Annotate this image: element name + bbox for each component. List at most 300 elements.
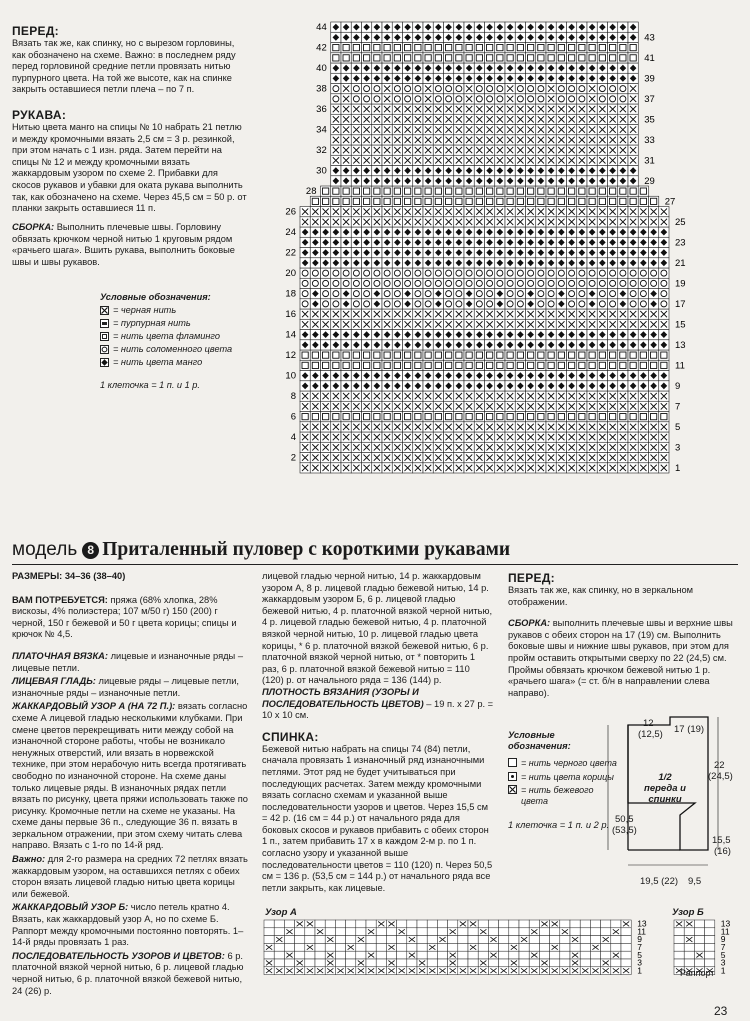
scheme-cell <box>468 959 478 967</box>
chart-cell <box>300 299 310 309</box>
chart-cell <box>444 360 454 370</box>
scheme-cell <box>705 943 715 951</box>
chart-cell <box>423 360 433 370</box>
chart-cell <box>403 186 413 196</box>
chart-cell <box>495 278 505 288</box>
scheme-cell <box>417 936 427 944</box>
chart-cell <box>474 278 484 288</box>
chart-cell <box>505 299 515 309</box>
chart-cell <box>638 196 648 206</box>
chart-cell <box>495 360 505 370</box>
scheme-cell <box>611 943 621 951</box>
chart-cell <box>392 350 402 360</box>
chart-cell <box>567 299 577 309</box>
straw-cell-icon <box>100 345 109 354</box>
scheme-cell <box>315 951 325 959</box>
chart-cell <box>567 84 577 94</box>
chart-cell <box>382 360 392 370</box>
scheme-row-label: 3 <box>637 957 642 968</box>
scheme-cell <box>315 943 325 951</box>
scheme-cell <box>397 936 407 944</box>
chart-cell <box>300 412 310 422</box>
chart-cell <box>587 43 597 53</box>
chart-cell <box>526 43 536 53</box>
scheme-cell <box>346 936 356 944</box>
chart-cell <box>618 186 628 196</box>
scheme-cell <box>366 959 376 967</box>
chart-cell <box>618 278 628 288</box>
scheme-cell <box>335 920 345 928</box>
scheme-cell <box>284 943 294 951</box>
chart-cell <box>331 350 341 360</box>
chart-cell <box>413 289 423 299</box>
chart-cell <box>577 53 587 63</box>
row-label: 28 <box>305 186 317 198</box>
scheme-cell <box>674 943 684 951</box>
chart-cell <box>526 268 536 278</box>
model-number-badge: 8 <box>82 542 99 559</box>
row-label: 6 <box>290 411 296 423</box>
chart-cell <box>628 360 638 370</box>
chart-cell <box>495 43 505 53</box>
scheme-cell <box>621 928 631 936</box>
dim-bottom-left: 19,5 (22) <box>640 876 679 887</box>
chart-cell <box>362 84 372 94</box>
chart-cell <box>341 278 351 288</box>
black-cell-icon <box>100 306 109 315</box>
chart-cell <box>321 289 331 299</box>
scheme-cell <box>325 928 335 936</box>
chart-cell <box>433 43 443 53</box>
chart-cell <box>341 350 351 360</box>
chart-cell <box>556 268 566 278</box>
scheme-cell <box>264 936 274 944</box>
chart-cell <box>372 43 382 53</box>
assembly-text: Выполнить плечевые швы. Горловину обвязать крючком черной нитью 1 круговым рядом «рачьего шага». Вшить рукава, выполнить боковые швы и швы рукавов. <box>12 222 235 267</box>
scheme-cell <box>539 928 549 936</box>
chart-cell <box>567 350 577 360</box>
chart-cell <box>444 196 454 206</box>
purl-label: ПЛАТОЧНАЯ ВЯЗКА: <box>12 650 108 661</box>
scheme-cell <box>437 928 447 936</box>
chart-cell <box>362 94 372 104</box>
scheme-row-label: 7 <box>720 942 726 953</box>
chart-cell <box>567 196 577 206</box>
scheme-cell <box>264 928 274 936</box>
chart-cell <box>515 186 525 196</box>
chart-cell <box>597 289 607 299</box>
chart-cell <box>351 289 361 299</box>
chart-cell <box>474 43 484 53</box>
chart-cell <box>515 196 525 206</box>
scheme-cell <box>694 936 704 944</box>
chart-cell <box>423 43 433 53</box>
chart-cell <box>331 360 341 370</box>
chart-cell <box>362 186 372 196</box>
chart-cell <box>649 412 659 422</box>
chart-cell <box>403 84 413 94</box>
chart-cell <box>608 412 618 422</box>
row-label: 5 <box>675 421 681 433</box>
scheme-row-label: 7 <box>637 942 642 953</box>
chart-cell <box>638 299 648 309</box>
scheme-cell <box>674 959 684 967</box>
chart-cell <box>608 196 618 206</box>
column-3 <box>508 571 740 699</box>
chart-cell <box>608 360 618 370</box>
chart-cell <box>331 53 341 63</box>
assembly-text-2: выполнить плечевые швы и верхние швы рукавов с обеих сторон на 17 (19) см. Выполнить боковые швы и нижние швы рукавов, при этом для пройм оставить открытыми сверху по 22 (24,5) см. Проймы обвязать крючком бежевой нитью 1 р. «рачьего шага» (= ст. б/н в направлении слева направо). <box>508 618 733 698</box>
chart-cell <box>433 360 443 370</box>
scheme-cell <box>539 943 549 951</box>
chart-cell <box>413 53 423 63</box>
chart-cell <box>485 278 495 288</box>
flamingo-cell-icon <box>100 332 109 341</box>
chart-cell <box>392 278 402 288</box>
chart-cell <box>321 360 331 370</box>
row-label: 25 <box>675 216 686 228</box>
chart-cell <box>515 43 525 53</box>
chart-cell <box>485 186 495 196</box>
chart-cell <box>444 350 454 360</box>
chart-cell <box>341 268 351 278</box>
row-label: 18 <box>285 288 296 300</box>
scheme-a-title: Узор А <box>265 907 297 918</box>
scheme-cell <box>590 959 600 967</box>
sequence-continued: лицевой гладью черной нитью, 14 р. жаккардовым узором А, 8 р. лицевой гладью бежевой нитью, 14 р. жаккардовым узором Б, 6 р. лицевой гладью бежевой нитью, 4 р. платочной вязкой черной нитью, 4 р. лицевой гладью бежевой нитью, 4 р. платочной вязкой черной нитью, 10 р. лицевой гладью цвета корицы, * 6 р. платочной вязкой бежевой нитью, 6 р. платочной вязкой черной нитью, от * повторить 1 раз, 6 р. платочной вязкой бежевой нитью = 110 (120) р. от начального ряда = 136 (144) р. <box>262 571 493 686</box>
sizes: РАЗМЕРЫ: 34–36 (38–40) <box>12 571 126 581</box>
dim-top-left-alt: (12,5) <box>638 729 663 740</box>
need-label: ВАМ ПОТРЕБУЕТСЯ: <box>12 594 108 605</box>
scheme-cell <box>694 959 704 967</box>
scheme-cell <box>417 943 427 951</box>
assembly-section <box>12 222 247 268</box>
chart-cell <box>413 350 423 360</box>
density-label: ПЛОТНОСТЬ ВЯЗАНИЯ (УЗОРЫ И ПОСЛЕДОВАТЕЛЬНОСТЬ ЦВЕТОВ) <box>262 686 424 709</box>
sequence-label: ПОСЛЕДОВАТЕЛЬНОСТЬ УЗОРОВ И ЦВЕТОВ: <box>12 950 225 961</box>
scheme-cell <box>478 951 488 959</box>
scheme-cell <box>427 951 437 959</box>
jacquard-b-text: число петель кратно 4. Вязать, как жаккардовый узор А, но по схеме Б. Раппорт между кромочными постоянно повторять. 1–14-й ряды провязать 1 раз. <box>12 902 244 948</box>
scheme-cell <box>376 959 386 967</box>
scheme-cell <box>684 928 694 936</box>
chart-cell <box>423 196 433 206</box>
chart-cell <box>413 268 423 278</box>
scheme-cell <box>305 928 315 936</box>
chart-cell <box>618 94 628 104</box>
chart-cell <box>567 186 577 196</box>
scheme-cell <box>305 936 315 944</box>
chart-cell <box>597 43 607 53</box>
chart-cell <box>597 360 607 370</box>
rapport-label: Раппорт <box>680 968 715 978</box>
chart-cell <box>454 289 464 299</box>
scheme-cell <box>346 951 356 959</box>
scheme-cell <box>407 920 417 928</box>
model-prefix: модель <box>12 539 78 560</box>
dim-left: 50,5 <box>615 814 634 825</box>
chart-cell <box>505 278 515 288</box>
chart-cell <box>454 53 464 63</box>
chart-cell <box>546 43 556 53</box>
chart-cell <box>403 268 413 278</box>
scheme-cell <box>570 928 580 936</box>
chart-cell <box>413 278 423 288</box>
chart-cell <box>515 94 525 104</box>
chart-cell <box>577 94 587 104</box>
chart-cell <box>597 350 607 360</box>
chart-cell <box>505 268 515 278</box>
chart-cell <box>454 268 464 278</box>
chart-cell <box>433 84 443 94</box>
scheme-cell <box>488 959 498 967</box>
chart-cell <box>474 360 484 370</box>
scheme-cell <box>468 951 478 959</box>
scheme-cell <box>274 943 284 951</box>
assembly-label: СБОРКА: <box>12 222 55 232</box>
chart-cell <box>310 412 320 422</box>
scheme-cell <box>488 943 498 951</box>
chart-cell <box>351 278 361 288</box>
scheme-cell <box>264 920 274 928</box>
chart-cell <box>505 43 515 53</box>
chart-cell <box>515 289 525 299</box>
chart-cell <box>474 299 484 309</box>
chart-cell <box>659 289 669 299</box>
chart-cell <box>597 278 607 288</box>
chart-cell <box>392 412 402 422</box>
scheme-cell <box>601 920 611 928</box>
chart-cell <box>608 289 618 299</box>
scheme-row-label: 5 <box>637 949 642 960</box>
row-label: 9 <box>675 380 681 392</box>
chart-cell <box>372 278 382 288</box>
chart-cell <box>331 278 341 288</box>
chart-cell <box>382 412 392 422</box>
chart-cell <box>300 360 310 370</box>
chart-cell <box>577 268 587 278</box>
scheme-cell <box>437 959 447 967</box>
scheme-cell <box>519 951 529 959</box>
chart-cell <box>351 84 361 94</box>
chart-cell <box>382 196 392 206</box>
row-label: 31 <box>644 155 655 167</box>
chart-cell <box>300 278 310 288</box>
chart-cell <box>628 268 638 278</box>
scheme-cell <box>580 928 590 936</box>
chart-cell <box>628 278 638 288</box>
chart-cell <box>392 196 402 206</box>
scheme-cell <box>356 943 366 951</box>
chart-cell <box>341 186 351 196</box>
chart-cell <box>536 299 546 309</box>
jacquard-a-label: ЖАККАРДОВЫЙ УЗОР А (НА 72 П.): <box>12 701 176 712</box>
chart-cell <box>403 350 413 360</box>
sleeve-chart <box>270 18 690 513</box>
scheme-cell <box>458 959 468 967</box>
chart-cell <box>403 360 413 370</box>
chart-cell <box>464 268 474 278</box>
chart-cell <box>362 53 372 63</box>
chart-cell <box>413 299 423 309</box>
chart-cell <box>382 53 392 63</box>
chart-cell <box>546 289 556 299</box>
chart-cell <box>474 186 484 196</box>
chart-cell <box>372 84 382 94</box>
chart-cell <box>382 186 392 196</box>
chart-cell <box>321 350 331 360</box>
chart-cell <box>454 94 464 104</box>
scheme-cell <box>458 943 468 951</box>
chart-cell <box>485 350 495 360</box>
chart-cell <box>649 350 659 360</box>
chart-cell <box>505 412 515 422</box>
row-label: 20 <box>285 268 296 280</box>
chart-cell <box>392 43 402 53</box>
chart-cell <box>536 196 546 206</box>
scheme-cell <box>519 943 529 951</box>
scheme-cell <box>437 951 447 959</box>
chart-cell <box>454 350 464 360</box>
chart-cell <box>372 350 382 360</box>
chart-cell <box>464 186 474 196</box>
scheme-cell <box>386 951 396 959</box>
chart-cell <box>577 289 587 299</box>
chart-cell <box>526 278 536 288</box>
scheme-cell <box>458 928 468 936</box>
scheme-cell <box>580 951 590 959</box>
front-text-2: Вязать так же, как спинку, но в зеркальном отображении. <box>508 585 694 607</box>
chart-cell <box>474 94 484 104</box>
scheme-cell <box>274 920 284 928</box>
chart-cell <box>546 186 556 196</box>
chart-cell <box>608 186 618 196</box>
chart-cell <box>597 186 607 196</box>
page-number: 23 <box>714 1004 728 1018</box>
chart-cell <box>526 186 536 196</box>
scheme-cell <box>621 959 631 967</box>
chart-cell <box>392 94 402 104</box>
chart-cell <box>597 299 607 309</box>
chart-cell <box>505 53 515 63</box>
scheme-row-label: 9 <box>637 934 642 945</box>
chart-cell <box>454 278 464 288</box>
chart-cell <box>392 186 402 196</box>
chart-cell <box>567 268 577 278</box>
chart-cell <box>536 289 546 299</box>
chart-cell <box>351 53 361 63</box>
scheme-cell <box>325 920 335 928</box>
chart-cell <box>556 94 566 104</box>
chart-cell <box>546 299 556 309</box>
chart-cell <box>515 278 525 288</box>
chart-cell <box>597 94 607 104</box>
chart-cell <box>310 350 320 360</box>
chart-cell <box>341 53 351 63</box>
chart-cell <box>351 186 361 196</box>
scheme-cell <box>550 959 560 967</box>
chart-cell <box>577 43 587 53</box>
chart-cell <box>495 268 505 278</box>
row-label: 7 <box>675 401 681 413</box>
chart-cell <box>526 350 536 360</box>
chart-cell <box>659 278 669 288</box>
cell-note-2: 1 клеточка = 1 п. и 2 р. <box>508 820 610 830</box>
scheme-cell <box>509 928 519 936</box>
row-label: 38 <box>316 83 327 95</box>
row-label: 33 <box>644 134 655 146</box>
chart-cell <box>628 43 638 53</box>
scheme-cell <box>694 920 704 928</box>
chart-cell <box>331 186 341 196</box>
empty-cell-icon <box>508 758 517 767</box>
chart-cell <box>546 278 556 288</box>
chart-cell <box>454 360 464 370</box>
scheme-cell <box>529 920 539 928</box>
chart-cell <box>341 360 351 370</box>
chart-cell <box>433 278 443 288</box>
scheme-cell <box>458 936 468 944</box>
chart-cell <box>649 360 659 370</box>
chart-cell <box>526 94 536 104</box>
scheme-cell <box>560 943 570 951</box>
row-label: 15 <box>675 319 686 331</box>
chart-cell <box>546 268 556 278</box>
scheme-cell <box>570 943 580 951</box>
legend-1-item: = нить соломенного цвета <box>100 343 250 356</box>
chart-cell <box>628 53 638 63</box>
chart-cell <box>659 350 669 360</box>
scheme-cell <box>417 951 427 959</box>
row-label: 10 <box>285 370 296 382</box>
scheme-cell <box>519 928 529 936</box>
chart-cell <box>444 278 454 288</box>
sleeves-text: Нитью цвета манго на спицы № 10 набрать 21 петлю и между кромочными вязать 2,5 см = 3 р. резинкой, при этом начать с 1 изн. ряда. Затем перейти на спицы № 12 и между кромочными вязать жаккардовым узором по схеме 2. Прибавки для скосов рукавов и убавки для оката рукава выполнить так, как обозначено на схеме. Через 45,5 см = 50 р. от планки закрыть оставшиеся 11 п. <box>12 122 247 214</box>
scheme-cell <box>478 943 488 951</box>
chart-cell <box>413 360 423 370</box>
row-label: 13 <box>675 339 686 351</box>
jacquard-b-label: ЖАККАРДОВЫЙ УЗОР Б: <box>12 902 129 913</box>
scheme-cell <box>590 951 600 959</box>
row-label: 39 <box>644 73 655 85</box>
scheme-cell <box>427 959 437 967</box>
chart-cell <box>362 299 372 309</box>
chart-cell <box>372 412 382 422</box>
chart-cell <box>659 268 669 278</box>
chart-cell <box>608 43 618 53</box>
front-heading-2: ПЕРЕД: <box>508 571 555 585</box>
chart-cell <box>608 278 618 288</box>
x-cell-icon <box>508 785 517 794</box>
chart-cell <box>608 299 618 309</box>
chart-cell <box>587 268 597 278</box>
front-section <box>12 24 247 96</box>
front-heading: ПЕРЕД: <box>12 24 59 38</box>
chart-cell <box>351 94 361 104</box>
chart-cell <box>515 84 525 94</box>
chart-cell <box>433 53 443 63</box>
row-label: 24 <box>285 227 296 239</box>
chart-cell <box>536 412 546 422</box>
scheme-cell <box>621 943 631 951</box>
chart-cell <box>608 268 618 278</box>
scheme-cell <box>407 959 417 967</box>
scheme-cell <box>550 951 560 959</box>
row-label: 16 <box>285 309 296 321</box>
chart-cell <box>659 412 669 422</box>
scheme-cell <box>601 943 611 951</box>
front-text: Вязать так же, как спинку, но с вырезом горловины, как обозначено на схеме. Важно: в последнем ряду перед горловиной средние петли провязать нитью пурпурного цвета. На той же высоте, как на спинке закрыть оставшиеся петли плеча – по 7 п. <box>12 38 236 95</box>
